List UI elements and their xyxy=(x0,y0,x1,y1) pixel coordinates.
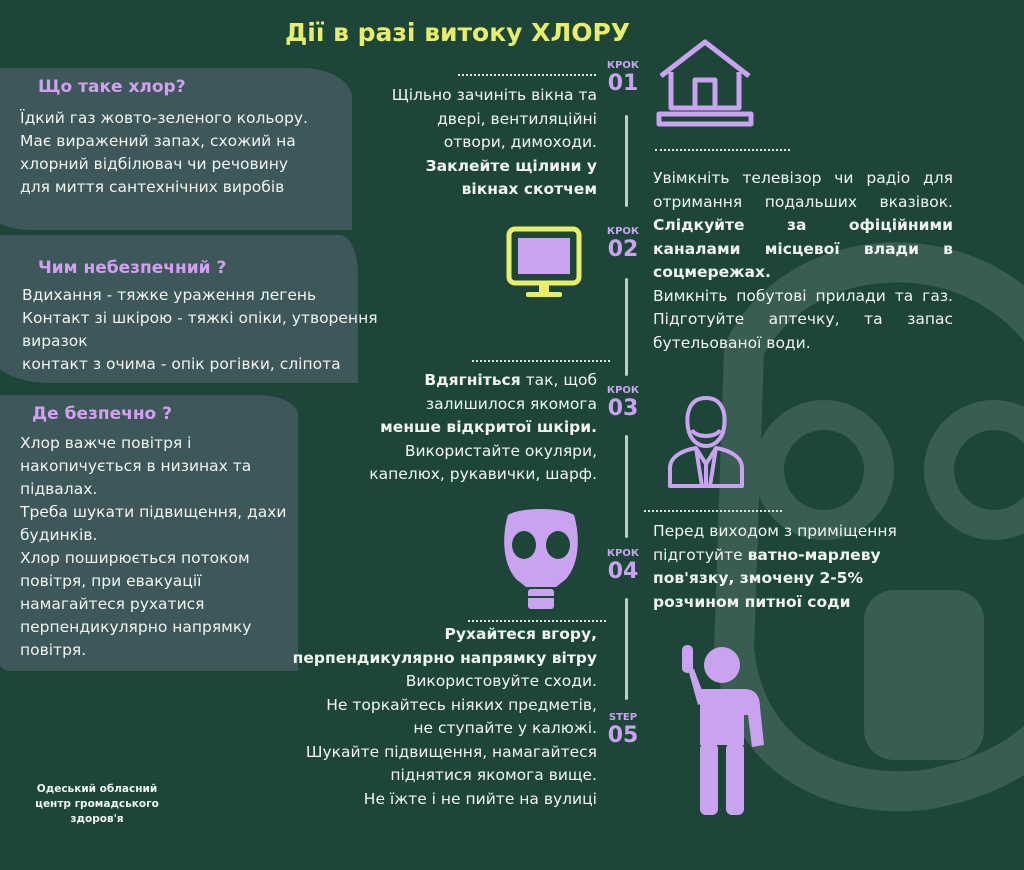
danger-line: Вдихання - тяжке ураження легень xyxy=(22,286,317,304)
danger-text xyxy=(22,284,378,376)
step-3-rest: так, щоб xyxy=(520,371,597,389)
step-5-bold-line: Рухайтеся вгору, xyxy=(444,625,597,643)
safe-line: Треба шукати підвищення, дахи xyxy=(20,503,287,521)
step-number: 05 xyxy=(607,723,639,748)
safe-line: підвалах. xyxy=(20,480,98,498)
step-3-bold: Вдягніться xyxy=(424,371,521,389)
step-number: 02 xyxy=(607,237,639,262)
step-3-line-1 xyxy=(330,369,597,393)
step-5-line: Використовуйте сходи. xyxy=(405,672,597,690)
danger-line: Контакт зі шкірою - тяжкі опіки, утворення xyxy=(22,309,378,327)
what-line: для миття сантехнічних виробів xyxy=(20,178,285,196)
dotted-leader xyxy=(655,149,790,151)
step-label: STEP xyxy=(608,712,638,723)
step-3-line-3: менше відкритої шкіри. xyxy=(380,418,597,436)
step-5-line: Не їжте і не пийте на вулиці xyxy=(363,789,597,808)
step-3-text xyxy=(330,369,597,487)
footer-line: Одеський обласний xyxy=(36,783,158,795)
safe-text xyxy=(20,432,286,662)
what-text xyxy=(20,107,308,199)
step-number: 01 xyxy=(607,71,639,96)
step-tag-04 xyxy=(593,548,653,584)
step-1-text xyxy=(340,84,597,202)
safe-line: перпендикулярно напрямку xyxy=(20,618,252,636)
step-1-line: отвори, димоходи. xyxy=(443,133,597,151)
tv-icon xyxy=(506,226,582,300)
step-2-p1-bold: Слідкуйте за офіційними каналами місцевої влади в соцмережах. xyxy=(653,216,953,281)
step-tag-05 xyxy=(593,712,653,748)
dotted-leader xyxy=(472,360,610,362)
step-2-para-2: Вимкніть побутові прилади та газ. Підготуйте аптечку, та запас бутельованої води. xyxy=(653,286,953,352)
person-covered-icon xyxy=(666,394,746,490)
footer-organization xyxy=(22,782,172,827)
step-number: 03 xyxy=(607,396,639,421)
person-pointing-up-icon xyxy=(672,645,772,817)
step-3-line-2: залишилося якомога xyxy=(425,394,597,413)
timeline-segment xyxy=(625,115,628,207)
step-tag-01 xyxy=(593,60,653,96)
step-4-bold: ватно-марлеву xyxy=(747,545,881,564)
step-number: 04 xyxy=(607,559,639,584)
step-4-line-2 xyxy=(653,544,953,568)
step-4-text xyxy=(653,520,953,614)
dotted-leader xyxy=(468,620,606,622)
step-label: КРОК xyxy=(606,226,640,237)
step-2-text xyxy=(653,167,953,355)
safe-line: Хлор важче повітря і xyxy=(20,434,192,452)
page-title: Дії в разі витоку ХЛОРУ xyxy=(285,18,631,47)
timeline-segment xyxy=(625,598,628,700)
step-5-line: Не торкайтесь ніяких предметів, xyxy=(326,695,597,714)
danger-line: виразок xyxy=(22,332,88,350)
step-1-bold-line: вікнах скотчем xyxy=(461,180,597,198)
danger-heading: Чим небезпечний ? xyxy=(38,258,227,278)
step-label: КРОК xyxy=(606,60,640,71)
house-icon xyxy=(655,36,755,132)
safe-line: накопичується в низинах та xyxy=(20,457,252,475)
what-line: Їдкий газ жовто-зеленого кольору. xyxy=(20,109,308,127)
footer-line: центр громадського xyxy=(35,798,159,810)
safe-line: будинків. xyxy=(20,526,98,544)
footer-line: здоров'я xyxy=(70,813,124,825)
step-tag-03 xyxy=(593,385,653,421)
step-label: КРОК xyxy=(606,385,640,396)
step-1-line: Щільно зачиніть вікна та xyxy=(391,86,597,104)
step-5-text xyxy=(250,623,597,811)
timeline-segment xyxy=(625,435,628,538)
step-1-line: двері, вентиляційні xyxy=(437,109,597,128)
step-3-line-5: капелюх, рукавички, шарф. xyxy=(369,465,597,483)
safe-line: повітря. xyxy=(20,641,87,659)
gas-mask-icon xyxy=(500,505,582,611)
step-label: КРОК xyxy=(606,548,640,559)
step-4-rest: підготуйте xyxy=(653,545,748,564)
safe-line: намагайтеся рухатися xyxy=(20,595,205,613)
step-1-bold-line: Заклейте щілини у xyxy=(425,156,597,175)
step-5-line: не ступайте у калюжі. xyxy=(413,719,597,737)
step-tag-02 xyxy=(593,226,653,262)
safe-line: повітря, при евакуації xyxy=(20,572,202,590)
dotted-leader xyxy=(644,510,782,512)
what-line: хлорний відбілювач чи речовину xyxy=(20,155,288,173)
timeline-segment xyxy=(625,278,628,376)
step-5-bold-line: перпендикулярно напрямку вітру xyxy=(292,648,597,667)
what-line: Має виражений запах, схожий на xyxy=(20,132,296,150)
step-3-line-4: Використайте окуляри, xyxy=(404,441,597,460)
step-4-line-3: пов'язку, змочену 2-5% xyxy=(653,569,863,587)
dotted-leader xyxy=(458,74,596,76)
step-5-line: Шукайте підвищення, намагайтеся xyxy=(305,742,597,761)
step-4-line-4: розчином питної соди xyxy=(653,592,851,611)
what-heading: Що таке хлор? xyxy=(38,77,186,97)
step-5-line: піднятися якомога вище. xyxy=(390,766,597,784)
danger-line: контакт з очима - опік рогівки, сліпота xyxy=(22,355,341,373)
step-2-p1-text: Увімкніть телевізор чи радіо для отримання подальших вказівок. xyxy=(653,169,953,211)
safe-heading: Де безпечно ? xyxy=(32,404,173,424)
step-2-para-1 xyxy=(653,167,953,285)
safe-line: Хлор поширюється потоком xyxy=(20,549,250,567)
step-4-line-1: Перед виходом з приміщення xyxy=(653,522,897,540)
